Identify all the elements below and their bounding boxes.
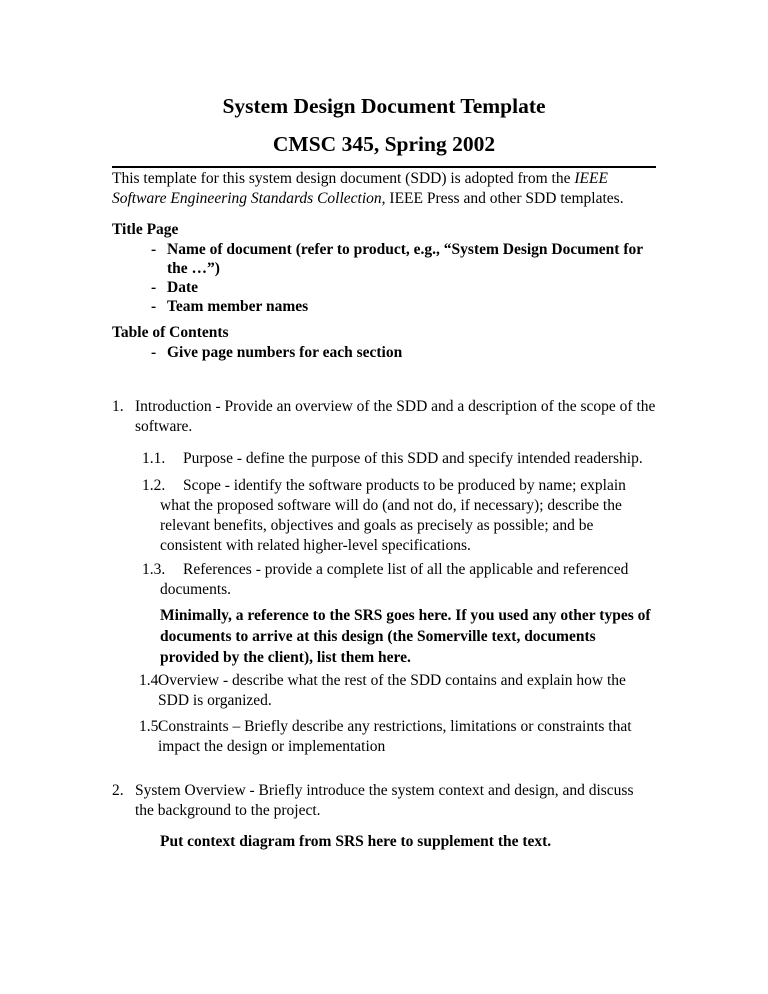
outline-text: System Overview - Briefly introduce the system context and design, and discuss the background to the project. — [135, 782, 634, 819]
doc-title: System Design Document Template — [222, 94, 546, 118]
toc-item — [151, 343, 656, 362]
outline-number: 1.1. — [142, 450, 166, 467]
title-page-heading: Title Page — [112, 221, 179, 238]
outline-number: 1.3. — [142, 561, 166, 578]
note-references: Minimally, a reference to the SRS goes here. If you used any other types of documents to arrive at this design (the Somerville text, documents provided by the client), list them here. — [160, 607, 651, 666]
dash-bullet-icon: - — [151, 344, 157, 361]
toc-item-label: Give page numbers for each section — [167, 344, 403, 361]
outline-number: 1.4 — [139, 672, 159, 689]
dash-bullet-icon: - — [151, 279, 157, 296]
note-context-diagram: Put context diagram from SRS here to supplement the text. — [160, 833, 552, 850]
outline-item-1-5 — [139, 717, 656, 757]
title-page-item-label: Date — [167, 279, 198, 296]
title-page-item-label: Team member names — [167, 298, 309, 315]
outline-text: Constraints – Briefly describe any restrictions, limitations or constraints that impact the design or implementation — [158, 718, 632, 755]
divider-rule — [112, 166, 656, 168]
title-page-item-label: Name of document (refer to product, e.g., “System Design Document for the …”) — [167, 241, 643, 277]
intro-text-before: This template for this system design document (SDD) is adopted from the — [112, 170, 575, 187]
dash-bullet-icon: - — [151, 298, 157, 315]
outline-text: References - provide a complete list of all the applicable and referenced documents. — [160, 561, 629, 598]
outline-number: 1.2. — [142, 477, 166, 494]
outline-item-1 — [112, 397, 656, 437]
outline-item-1-1 — [142, 449, 656, 469]
outline-number: 2. — [112, 782, 124, 799]
title-page-item — [151, 240, 656, 278]
intro-paragraph — [112, 169, 656, 209]
title-page-item — [151, 278, 656, 297]
outline-item-1-4 — [139, 671, 656, 711]
outline-item-1-3 — [142, 560, 656, 600]
outline-text: Purpose - define the purpose of this SDD and specify intended readership. — [183, 450, 643, 467]
outline-text: Introduction - Provide an overview of the SDD and a description of the scope of the software. — [135, 398, 656, 435]
intro-italic-citation: IEEE Software Engineering Standards Collection — [112, 170, 608, 207]
title-page-item — [151, 297, 656, 316]
doc-subtitle: CMSC 345, Spring 2002 — [272, 132, 496, 156]
toc-heading: Table of Contents — [112, 324, 229, 341]
intro-text-after: , IEEE Press and other SDD templates. — [381, 190, 624, 207]
outline-item-1-2 — [142, 476, 656, 556]
outline-text: Overview - describe what the rest of the SDD contains and explain how the SDD is organized. — [158, 672, 626, 709]
outline-number: 1.5 — [139, 718, 159, 735]
outline-number: 1. — [112, 398, 124, 415]
dash-bullet-icon: - — [151, 241, 157, 258]
outline-item-2 — [112, 781, 656, 821]
outline-text: Scope - identify the software products to be produced by name; explain what the proposed software will do (and not do, if necessary); describe the relevant benefits, objectives and goals as precisely as possible; and be consistent with related higher-level specifications. — [160, 477, 626, 554]
